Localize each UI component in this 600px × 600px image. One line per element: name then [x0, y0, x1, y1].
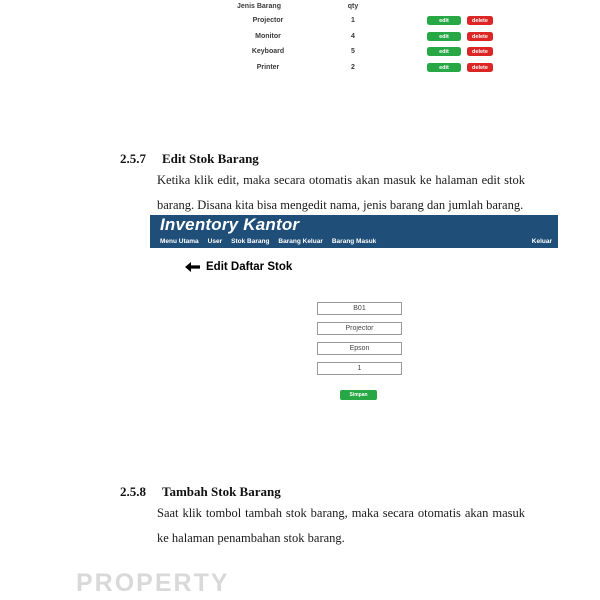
jumlah-field[interactable] [317, 362, 402, 375]
nav-item-stok-barang[interactable]: Stok Barang [231, 238, 270, 245]
section-paragraph: Ketika klik edit, maka secara otomatis akan masuk ke halaman edit stok barang. Disana kita bisa mengedit nama, jenis barang dan jumlah barang. [157, 173, 525, 212]
nama-field[interactable] [317, 322, 402, 335]
item-qty: 1 [351, 17, 355, 24]
nav-item-barang-masuk[interactable]: Barang Masuk [331, 238, 377, 245]
edit-button[interactable]: edit [427, 32, 461, 41]
section-number: 2.5.7 [120, 151, 146, 166]
edit-button[interactable]: edit [427, 16, 461, 25]
item-name: Printer [256, 64, 280, 71]
table-row [240, 45, 494, 58]
item-qty: 5 [351, 48, 355, 55]
nav-item-keluar[interactable]: Keluar [531, 238, 552, 245]
property-watermark: PROPERTY [76, 569, 230, 597]
edit-button[interactable]: edit [427, 47, 461, 56]
table-row [240, 61, 494, 74]
page-heading-row [185, 261, 292, 273]
delete-button[interactable]: delete [467, 47, 493, 56]
section-number: 2.5.8 [120, 484, 146, 499]
edit-button[interactable]: edit [427, 63, 461, 72]
back-arrow-icon[interactable] [185, 262, 200, 272]
delete-button[interactable]: delete [467, 16, 493, 25]
item-name: Keyboard [251, 48, 285, 55]
nav-item-user[interactable]: User [207, 238, 223, 245]
nav-item-barang-keluar[interactable]: Barang Keluar [278, 238, 323, 245]
page-heading: Edit Daftar Stok [206, 261, 293, 273]
column-header-qty: qty [347, 3, 359, 10]
app-header-bar [150, 215, 558, 248]
stock-table-header [237, 0, 494, 13]
edit-stock-form [317, 302, 402, 375]
item-qty: 4 [351, 33, 355, 40]
jenis-field[interactable] [317, 342, 402, 355]
delete-button[interactable]: delete [467, 32, 493, 41]
delete-button[interactable]: delete [467, 63, 493, 72]
nav-item-menu-utama[interactable]: Menu Utama [160, 238, 199, 245]
item-qty: 2 [351, 64, 355, 71]
simpan-button[interactable]: Simpan [340, 390, 377, 400]
section-title: Tambah Stok Barang [162, 484, 281, 499]
section-heading-tambah-stok [120, 484, 281, 500]
table-row [240, 30, 494, 43]
section-title: Edit Stok Barang [162, 151, 259, 166]
app-navbar [160, 238, 376, 245]
app-title: Inventory Kantor [160, 215, 300, 234]
section-paragraph: Saat klik tombol tambah stok barang, maka secara otomatis akan masuk ke halaman penambahan stok barang. [157, 506, 525, 545]
column-header-jenis-barang: Jenis Barang [237, 3, 281, 10]
item-name: Projector [252, 17, 284, 24]
table-row [240, 14, 494, 27]
item-name: Monitor [255, 33, 281, 40]
kode-field[interactable] [317, 302, 402, 315]
app-screenshot [150, 215, 558, 411]
section-heading-edit-stok [120, 151, 259, 167]
